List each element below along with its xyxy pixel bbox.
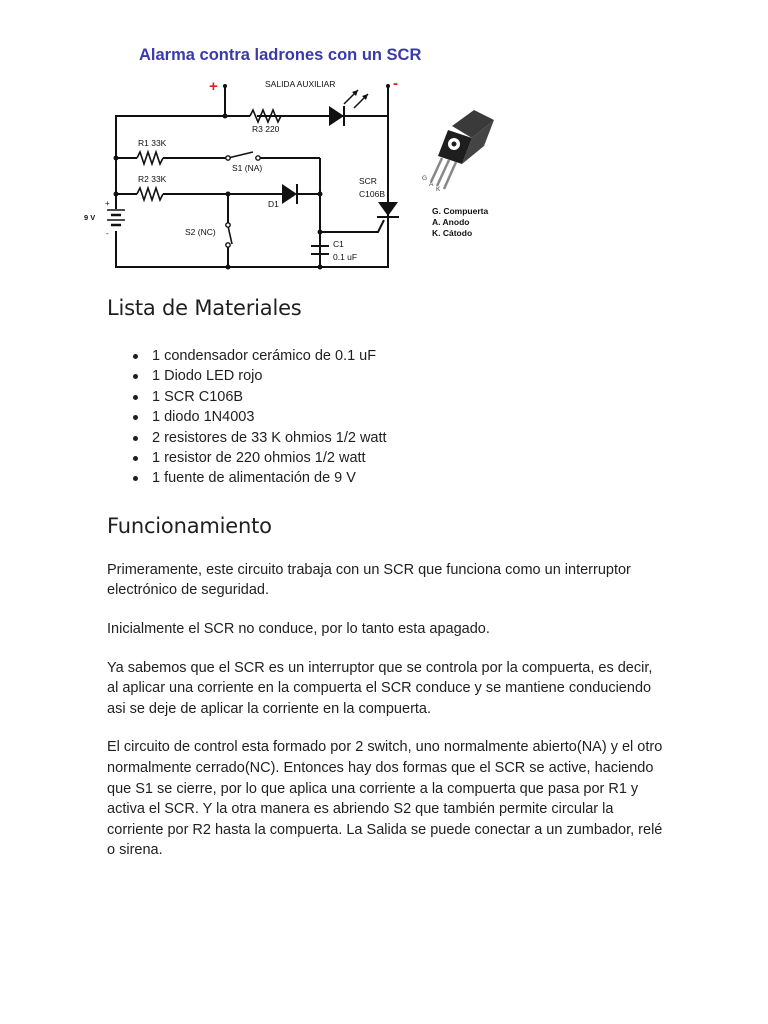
scr-symbol [377, 202, 399, 217]
led-symbol [329, 90, 368, 126]
pin-g-label: G [422, 175, 428, 182]
circuit-svg [82, 34, 500, 272]
battery-minus: - [106, 229, 109, 238]
list-item: 1 SCR C106B [152, 387, 667, 407]
scr-label: SCR [359, 176, 377, 186]
pin-k-label: K [436, 186, 441, 193]
d1-label: D1 [268, 199, 279, 209]
battery-symbol [107, 209, 125, 231]
c1-label: C1 [333, 239, 344, 249]
battery-plus: + [105, 199, 110, 208]
s1-label: S1 (NA) [232, 163, 263, 173]
r2-label: R2 33K [138, 174, 167, 184]
r1-label: R1 33K [138, 138, 167, 148]
legend-anode: A. Anodo [432, 217, 470, 227]
circuit-diagram [82, 34, 500, 272]
list-item: 1 diodo 1N4003 [152, 407, 667, 427]
legend-gate: G. Compuerta [432, 206, 489, 216]
pin-a-label: A [429, 181, 434, 188]
plus-terminal: + [209, 78, 218, 95]
operation-paragraph: El circuito de control esta formado por 2 switch, uno normalmente abierto(NA) y el otro normalmente cerrado(NC). Entonces hay dos formas que el SCR se active, haciendo que S1 se cierre, por lo que aplica una corriente a la compuerta que pasa por R1 y activa el SCR. Y la otra manera es abriendo S2 que también permite circular la corriente por R2 hasta la compuerta. La Salida se puede conectar a un zumbador, relé o sirena. [107, 739, 663, 859]
list-item: 2 resistores de 33 K ohmios 1/2 watt [152, 428, 667, 448]
operation-heading: Funcionamiento [107, 513, 272, 538]
scr-package-illustration [431, 110, 494, 189]
list-item: 1 resistor de 220 ohmios 1/2 watt [152, 448, 667, 468]
diode-symbol [282, 184, 297, 204]
list-item: 1 fuente de alimentación de 9 V [152, 468, 667, 488]
diagram-title: Alarma contra ladrones con un SCR [139, 46, 422, 64]
battery-label: 9 V [84, 213, 96, 222]
r3-label: R3 220 [252, 124, 280, 134]
operation-paragraph: Ya sabemos que el SCR es un interruptor que se controla por la compuerta, es decir, al aplicar una corriente en la compuerta el SCR conduce y se mantiene conduciendo asi se deje de aplicar la corriente en la compuerta. [107, 659, 653, 717]
list-item: 1 condensador cerámico de 0.1 uF [152, 346, 667, 366]
s2-label: S2 (NC) [185, 227, 216, 237]
minus-terminal: - [393, 75, 398, 92]
scr-model-label: C106B [359, 189, 385, 199]
legend-cathode: K. Cátodo [432, 228, 473, 238]
c1-value-label: 0.1 uF [333, 252, 358, 262]
materials-list [107, 346, 667, 489]
article-content [107, 296, 667, 861]
materials-heading: Lista de Materiales [107, 296, 302, 320]
list-item: 1 Diodo LED rojo [152, 366, 667, 386]
operation-paragraph: Inicialmente el SCR no conduce, por lo tanto esta apagado. [107, 621, 490, 638]
salida-label: SALIDA AUXILIAR [265, 79, 336, 89]
operation-paragraph: Primeramente, este circuito trabaja con un SCR que funciona como un interruptor electrónico de seguridad. [107, 561, 631, 599]
